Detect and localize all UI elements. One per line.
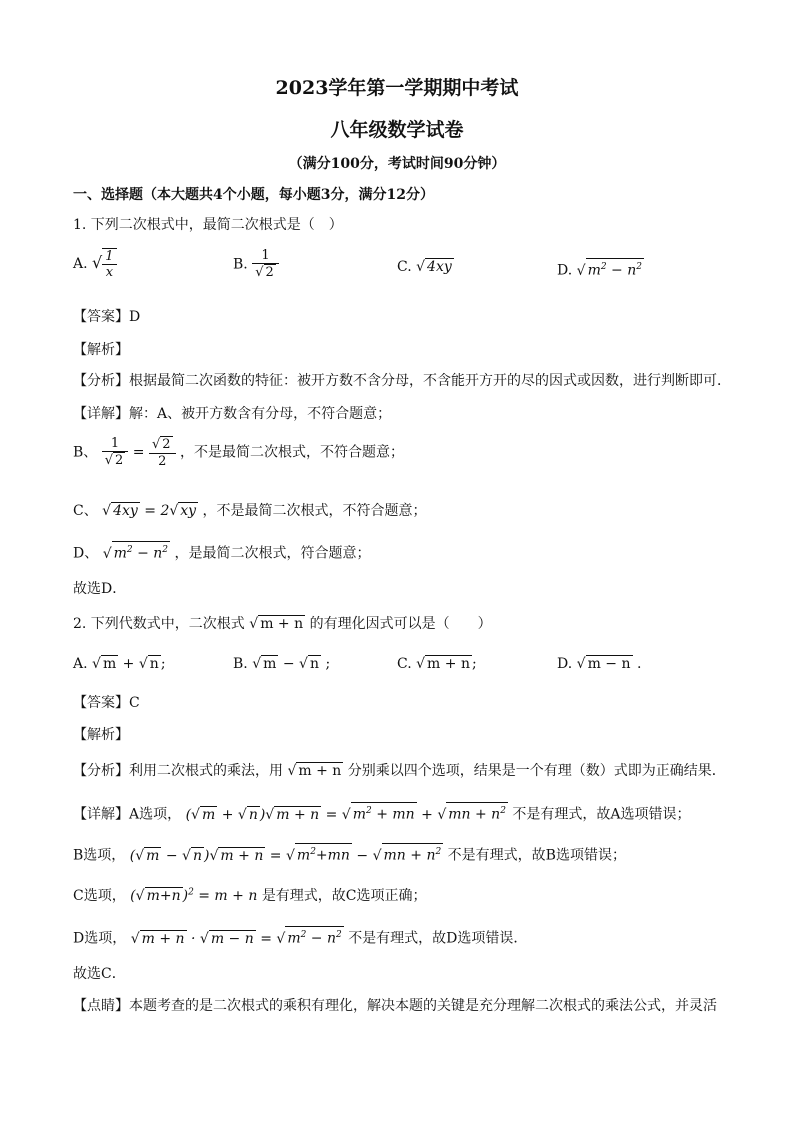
detail-suffix: 不是有理式，故A选项错误；	[512, 806, 691, 823]
q1-option-b	[233, 248, 279, 281]
detail-prefix: A选项，	[129, 806, 182, 823]
equals: =	[132, 444, 145, 461]
math-fraction: $\frac{1}{√ 2}$	[252, 248, 279, 281]
fenxi-text: 利用二次根式的乘法，用	[129, 763, 283, 779]
option-letter: A.	[73, 656, 88, 672]
detail-prefix: B、	[73, 444, 98, 461]
option-letter: C.	[397, 656, 412, 672]
dianjing-text: 本题考查的是二次根式的乘积有理化，解决本题的关键是充分理解二次根式的乘法公式，并灵活	[129, 998, 717, 1014]
answer-value: C	[129, 695, 140, 711]
answer-value: D	[129, 309, 141, 325]
q1-option-a	[73, 248, 117, 280]
q1-detail-d: D、 √ $m^2 - n^2$ ，是最简二次根式，符合题意；	[73, 541, 370, 563]
q1-answer	[73, 306, 140, 326]
q1-conclusion: 故选D．	[73, 581, 127, 597]
q2-detail-b: B选项， (√ m − √ n )√ m + n = √ $m^2+mn$ − √ mn + $n^2$ 不是有理式，故B选项错误；	[73, 843, 626, 865]
xiangjie-label: 【详解】	[73, 806, 129, 823]
q2-analysis-label: 【解析】	[73, 727, 129, 743]
detail-suffix: 不是有理式，故D选项错误．	[348, 930, 528, 947]
dianjing-label: 【点睛】	[73, 998, 129, 1014]
answer-label: 【答案】	[73, 309, 129, 325]
option-letter: C.	[397, 259, 412, 275]
detail-prefix: C选项，	[73, 888, 126, 904]
detail-suffix: ，不是最简二次根式，不符合题意；	[202, 503, 427, 519]
q1-analysis-label: 【解析】	[73, 342, 129, 358]
exam-note: （满分100分，考试时间90分钟）	[288, 156, 506, 172]
option-letter: D.	[557, 262, 573, 279]
q2-fenxi: 【分析】利用二次根式的乘法，用 √ m + n 分别乘以四个选项，结果是一个有理（数）式即为正确结果．	[73, 763, 726, 779]
exam-title: 2023学年第一学期期中考试	[275, 77, 519, 99]
detail-suffix: 不是有理式，故B选项错误；	[447, 847, 626, 864]
fenxi-label: 【分析】	[73, 763, 129, 779]
detail-suffix: 是有理式，故C选项正确；	[261, 888, 427, 904]
math-fraction: $\frac{1}{√ 2}$	[102, 436, 129, 469]
detail-prefix: D选项，	[73, 930, 127, 947]
q1-option-c: C. √ 4xy	[397, 259, 452, 275]
math-fraction: $\frac{1}{x}$	[102, 248, 116, 280]
q2-detail-a: 【详解】A选项， (√ m + √ n )√ m + n = √ $m^2$ + mn + √ mn + $n^2$ 不是有理式，故A选项错误；	[73, 802, 691, 824]
stem-text: 2. 下列代数式中，二次根式	[73, 616, 245, 632]
sqrt-symbol: √	[92, 253, 103, 272]
detail-prefix: C、	[73, 503, 98, 519]
section-heading: 一、选择题（本大题共4个小题，每小题3分，满分12分）	[73, 187, 434, 203]
exam-subtitle: 八年级数学试卷	[330, 119, 464, 141]
q2-answer	[73, 692, 140, 712]
answer-label: 【答案】	[73, 695, 129, 711]
q1-detail-b	[73, 436, 404, 469]
fenxi-label: 【分析】	[73, 373, 129, 389]
option-letter: D.	[557, 656, 573, 672]
option-letter: A.	[73, 256, 88, 272]
q2-detail-c: C选项， (√ m+n )$^2$ = m + n 是有理式，故C选项正确；	[73, 887, 427, 904]
math-fraction: $\frac{√ 2}{2}$	[149, 436, 176, 469]
q2-detail-d: D选项， √ m + n · √ m − n = √ $m^2 - n^2$ 不是有理式，故D选项错误．	[73, 926, 527, 948]
xiangjie-label: 【详解】	[73, 406, 129, 422]
question-1-stem: 1. 下列二次根式中，最简二次根式是（ ）	[73, 217, 343, 233]
q2-option-a: A. √ m + √ n ;	[73, 656, 166, 672]
stem-text: 的有理化因式可以是（ ）	[309, 616, 492, 632]
q1-detail-c: C、 √ 4xy = 2√ xy ，不是最简二次根式，不符合题意；	[73, 503, 427, 519]
fenxi-text: 分别乘以四个选项，结果是一个有理（数）式即为正确结果．	[347, 763, 726, 779]
xiangjie-text: 解：A、被开方数含有分母，不符合题意；	[129, 406, 392, 422]
q1-option-d: D. √ $m^2 - n^2$	[557, 258, 644, 279]
q2-option-d: D. √ m − n .	[557, 656, 642, 672]
q2-conclusion: 故选C．	[73, 966, 126, 982]
q1-fenxi	[73, 370, 731, 390]
q2-dianjing	[73, 995, 717, 1015]
option-letter: B.	[233, 256, 248, 273]
q1-xiangjie	[73, 403, 391, 423]
detail-suffix: ，是最简二次根式，符合题意；	[174, 545, 371, 562]
q2-option-c: C. √ m + n ;	[397, 656, 477, 672]
detail-prefix: D、	[73, 545, 99, 562]
q2-option-b: B. √ m − √ n ;	[233, 656, 331, 672]
question-2-stem: 2. 下列代数式中，二次根式 √ m + n 的有理化因式可以是（ ）	[73, 616, 492, 632]
detail-suffix: ，不是最简二次根式，不符合题意；	[180, 444, 404, 461]
option-letter: B.	[233, 656, 248, 672]
detail-prefix: B选项，	[73, 847, 126, 864]
fenxi-text: 根据最简二次函数的特征：被开方数不含分母，不含能开方开的尽的因式或因数，进行判断即可．	[129, 373, 731, 389]
